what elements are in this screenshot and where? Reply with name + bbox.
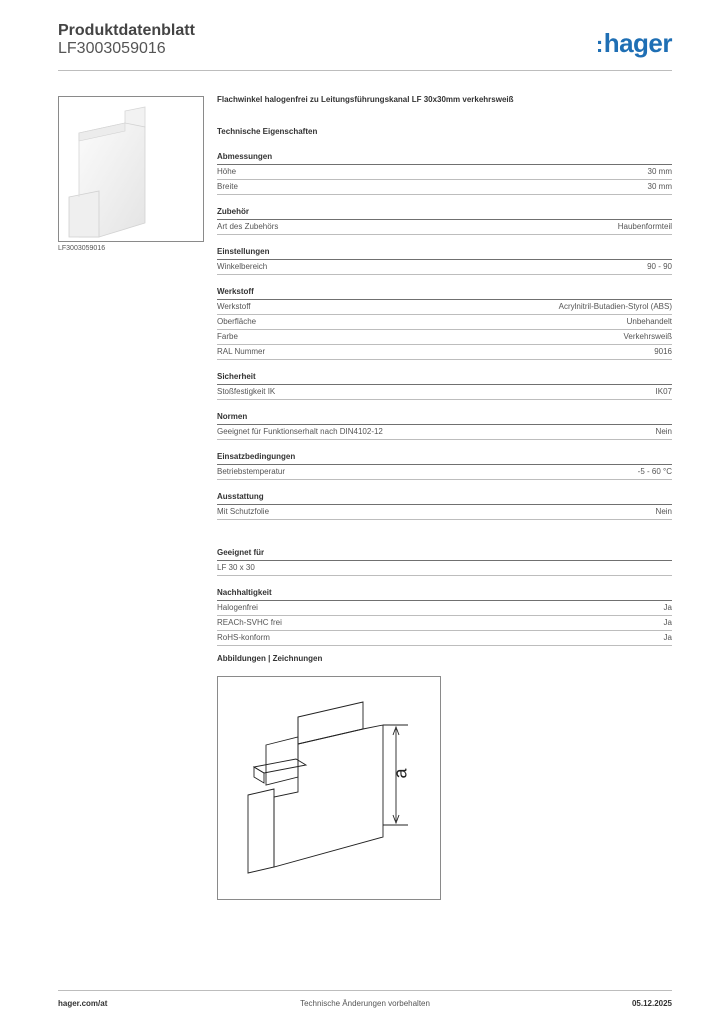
spec-group-title: Sicherheit	[217, 371, 672, 385]
spec-value: Nein	[655, 507, 672, 516]
spec-label: Oberfläche	[217, 317, 257, 326]
technical-drawing	[217, 676, 441, 900]
product-photo-image	[59, 97, 203, 241]
spec-value: 90 - 90	[647, 262, 672, 271]
spec-label: Betriebstemperatur	[217, 467, 286, 476]
spec-value: Ja	[663, 618, 672, 627]
spec-value: Nein	[655, 427, 672, 436]
spec-row	[217, 315, 672, 330]
spec-value: Haubenformteil	[617, 222, 672, 231]
spec-group	[217, 411, 672, 440]
spec-label: Farbe	[217, 332, 238, 341]
spec-row	[217, 505, 672, 520]
technical-drawing-svg	[218, 677, 440, 899]
spec-group	[217, 491, 672, 520]
footer-website: hager.com/at	[58, 999, 108, 1008]
spec-label: Höhe	[217, 167, 237, 176]
spec-group-title: Abmessungen	[217, 151, 672, 165]
product-photo	[58, 96, 204, 242]
photo-caption: LF3003059016	[58, 245, 106, 252]
logo-dots: :	[595, 32, 603, 57]
hager-logo	[596, 28, 672, 59]
spec-row	[217, 601, 672, 616]
spec-label: REACh-SVHC frei	[217, 618, 282, 627]
article-number: LF3003059016	[58, 40, 166, 57]
spec-label: Breite	[217, 182, 238, 191]
spec-value: Unbehandelt	[626, 317, 672, 326]
spec-group	[217, 206, 672, 235]
spec-group-title: Nachhaltigkeit	[217, 587, 672, 601]
spec-value: -5 - 60 °C	[637, 467, 672, 476]
dimension-label: a	[390, 768, 411, 779]
spec-group-title: Einsatzbedingungen	[217, 451, 672, 465]
tech-properties-list	[217, 151, 672, 531]
product-details	[217, 95, 672, 678]
spec-label: RAL Nummer	[217, 347, 266, 356]
spec-row	[217, 165, 672, 180]
spec-row	[217, 385, 672, 400]
spec-row	[217, 345, 672, 360]
spec-group-title: Ausstattung	[217, 491, 672, 505]
spec-value: Ja	[663, 603, 672, 612]
spec-row	[217, 220, 672, 235]
spec-row	[217, 465, 672, 480]
spec-group	[217, 371, 672, 400]
spec-value: IK07	[655, 387, 672, 396]
tech-properties-heading: Technische Eigenschaften	[217, 127, 318, 136]
spec-value: 9016	[654, 347, 672, 356]
spec-group	[217, 151, 672, 195]
spec-group-title: Werkstoff	[217, 286, 672, 300]
spec-group-title: Geeignet für	[217, 547, 672, 561]
spec-group	[217, 547, 672, 576]
spec-label: Halogenfrei	[217, 603, 258, 612]
spec-row	[217, 561, 672, 576]
spec-group-title: Normen	[217, 411, 672, 425]
spec-label: Art des Zubehörs	[217, 222, 279, 231]
page-footer	[58, 990, 672, 1015]
page-header	[58, 22, 672, 71]
drawings-heading: Abbildungen | Zeichnungen	[217, 654, 323, 663]
spec-row	[217, 300, 672, 315]
spec-group-title: Einstellungen	[217, 246, 672, 260]
spec-label: Geeignet für Funktionserhalt nach DIN4102-12	[217, 427, 383, 436]
spec-value: 30 mm	[647, 167, 672, 176]
spec-row	[217, 180, 672, 195]
spec-row	[217, 631, 672, 646]
spec-label: Mit Schutzfolie	[217, 507, 270, 516]
document-title: Produktdatenblatt	[58, 22, 195, 39]
product-title: Flachwinkel halogenfrei zu Leitungsführungskanal LF 30x30mm verkehrsweiß	[217, 95, 514, 104]
logo-text: hager	[603, 28, 672, 58]
spec-value: Acrylnitril-Butadien-Styrol (ABS)	[558, 302, 672, 311]
spec-group	[217, 587, 672, 646]
spec-label: LF 30 x 30	[217, 563, 255, 572]
spec-row	[217, 260, 672, 275]
spec-label: Werkstoff	[217, 302, 251, 311]
spec-group	[217, 286, 672, 360]
spec-row	[217, 330, 672, 345]
spec-group-title: Zubehör	[217, 206, 672, 220]
suitable-for-section	[217, 547, 672, 587]
spec-label: Winkelbereich	[217, 262, 268, 271]
footer-notice: Technische Änderungen vorbehalten	[300, 999, 430, 1008]
spec-row	[217, 616, 672, 631]
footer-date: 05.12.2025	[631, 999, 672, 1008]
spec-row	[217, 425, 672, 440]
spec-value: Verkehrsweiß	[623, 332, 672, 341]
spec-value: 30 mm	[647, 182, 672, 191]
sustainability-section	[217, 587, 672, 646]
spec-group	[217, 246, 672, 275]
spec-label: Stoßfestigkeit IK	[217, 387, 276, 396]
spec-label: RoHS-konform	[217, 633, 270, 642]
spec-group	[217, 451, 672, 480]
spec-value: Ja	[663, 633, 672, 642]
